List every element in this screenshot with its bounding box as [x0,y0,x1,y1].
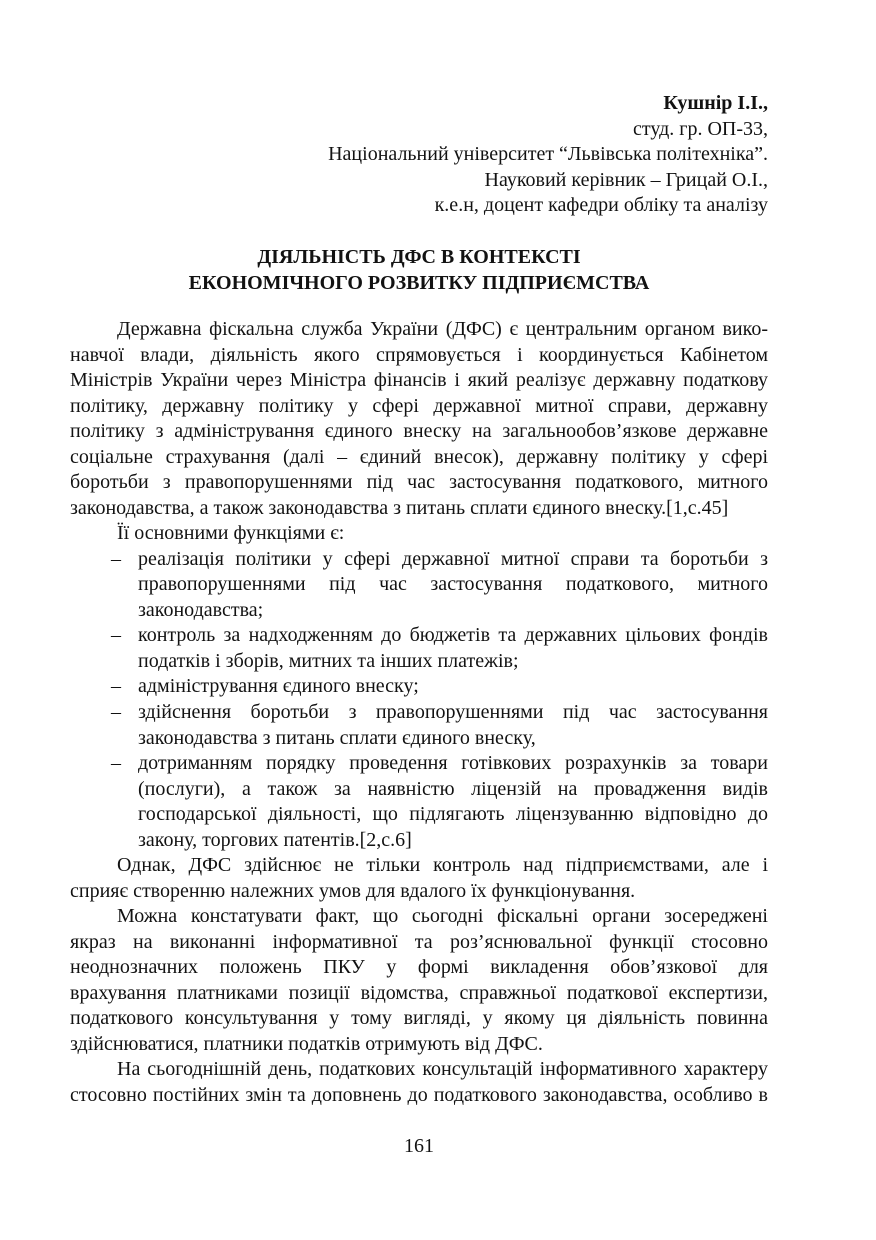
author-name: Кушнір І.І., [663,92,768,114]
author-university: Національний університет “Львівська політехніка”. [328,143,768,166]
paragraph-line: політику, державну політику у сфері державної митної справи, державну [70,394,768,417]
paragraph-line: податкового консультування у тому вигляді, у якому ця діяльність повинна [70,1007,768,1030]
supervisor-degree: к.е.н, доцент кафедри обліку та аналізу [434,194,768,217]
functions-intro: Її основними функціями є: [117,522,345,545]
paragraph-line: сприяє створенню належних умов для вдалого їх функціонування. [70,879,636,902]
paragraph-line: якраз на виконанні інформативної та роз’яснювальної функції стосовно [70,930,768,953]
title-line: ЕКОНОМІЧНОГО РОЗВИТКУ ПІДПРИЄМСТВА [188,271,650,294]
list-bullet: – [111,675,121,698]
paragraph-3 [70,904,768,1057]
list-item-line: контроль за надходженням до бюджетів та державних цільових фондів [138,624,768,647]
functions-list [70,547,768,853]
paragraph-line: Міністрів України через Міністра фінансів і який реалізує державну податкову [70,369,768,392]
function-list-item [70,623,768,674]
list-item-line: господарської діяльності, що підлягають ліцензуванню відповідно до [138,803,768,826]
paragraph-line: неоднозначних положень ПКУ у формі викладення обов’язкової для [70,956,768,979]
list-item-line: адміністрування єдиного внеску; [138,675,419,698]
list-bullet: – [111,752,121,775]
list-item-line: законодавства; [138,598,264,621]
paragraph-line: На сьогоднішній день, податкових консультацій інформативного характеру [117,1058,768,1081]
list-bullet: – [111,700,121,723]
list-item-line: правопорушеннями під час застосування податкового, митного [138,573,768,596]
list-item-line: дотриманням порядку проведення готівкових розрахунків за товари [138,752,768,775]
list-item-line: реалізація політики у сфері державної митної справи та боротьби з [138,547,768,570]
supervisor: Науковий керівник – Грицай О.І., [484,168,768,191]
function-list-item [70,547,768,624]
paragraph-line: стосовно постійних змін та доповнень до податкового законодавства, особливо в [70,1083,768,1106]
paragraph-line: Державна фіскальна служба України (ДФС) є центральним органом вико- [117,318,768,340]
author-block [70,91,768,219]
paper-title [70,245,768,296]
paragraph-2 [70,853,768,904]
title-line: ДІЯЛЬНІСТЬ ДФС В КОНТЕКСТІ [257,246,581,268]
paragraph-line: Можна констатувати факт, що сьогодні фіскальні органи зосереджені [117,905,768,928]
list-item-line: податків і зборів, митних та інших платежів; [138,649,519,672]
list-item-line: закону, торгових патентів.[2,с.6] [138,828,412,851]
page-number: 161 [404,1135,434,1157]
list-item-line: здійснення боротьби з правопорушеннями під час застосування [138,700,768,723]
list-item-line: законодавства з питань сплати єдиного внеску, [138,726,536,749]
article-body [70,317,768,1108]
paragraph-line: боротьби з правопорушеннями під час застосування податкового, митного [70,471,768,494]
paragraph-4 [70,1057,768,1108]
paragraph-line: врахування платниками позиції відомства, справжньої податкової експертизи, [70,981,768,1004]
list-item-line: (послуги), а також за наявністю ліцензій на провадження видів [138,777,768,800]
paragraph-line: здійснюватися, платники податків отримують від ДФС. [70,1032,543,1055]
paragraph-1 [70,317,768,521]
function-list-item [70,674,768,700]
list-bullet: – [111,624,121,647]
paragraph-line: Однак, ДФС здійснює не тільки контроль над підприємствами, але і [117,854,768,877]
list-bullet: – [111,547,121,570]
paragraph-line: законодавства, а також законодавства з питань сплати єдиного внеску.[1,с.45] [70,496,729,519]
paragraph-line: навчої влади, діяльність якого спрямовується і координується Кабінетом [70,343,768,366]
author-group: студ. гр. ОП-33, [632,117,768,140]
function-list-item [70,700,768,751]
paragraph-line: соціальне страхування (далі – єдиний внесок), державну політику у сфері [70,445,768,468]
function-list-item [70,751,768,853]
paragraph-line: політику з адміністрування єдиного внеску на загальнообов’язкове державне [70,420,768,443]
